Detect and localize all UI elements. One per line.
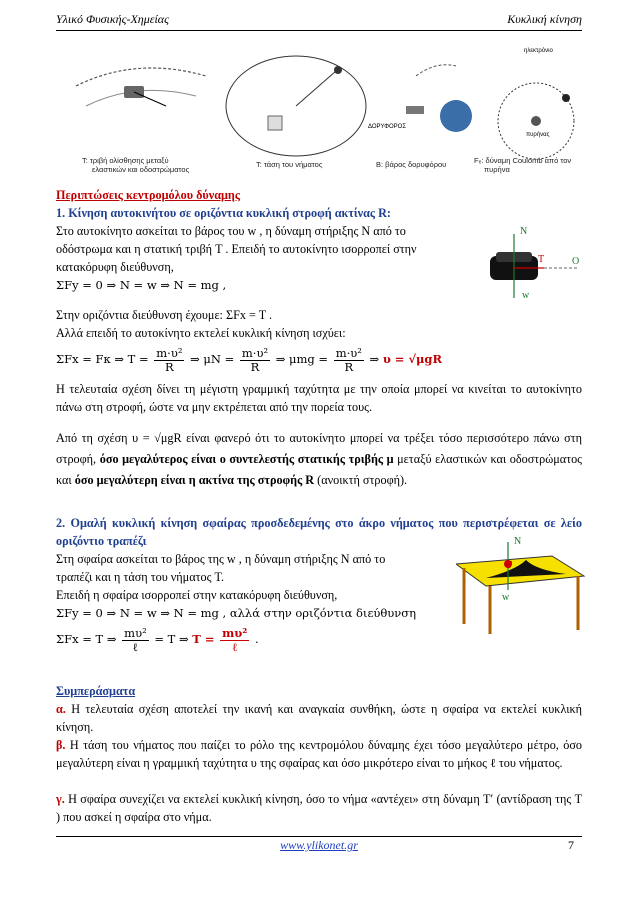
figure-caption-friction: T: τριβή ολίσθησης μεταξύ ελαστικών και οδοστρώματος — [82, 156, 190, 174]
conclusion-c: γ. Η σφαίρα συνεχίζει να εκτελεί κυκλική κίνηση, όσο το νήμα «αντέχει» στη δύναμη T′ (αντίδραση της T ) που ασκεί η σφαίρα στο νήμα. — [56, 792, 583, 824]
figure-label-nucleus: πυρήνας — [526, 132, 550, 138]
car-label-w: w — [522, 290, 530, 301]
section1-paragraph-5: Από τη σχέση υ = √μgR είναι φανερό ότι το αυτοκίνητο μπορεί να τρέξει τόσο περισσότερο πάνω στη στροφή, όσο μεγαλύτερος είναι ο συντελεστής στατικής τριβής μ μεταξύ ελαστικών και οδοστρώματος και όσο μεγαλύτερη είναι η ακτίνα της στροφής R (ανοικτή στροφή). — [56, 431, 583, 487]
section1-heading: 1. Κίνηση αυτοκινήτου σε οριζόντια κυκλική στροφή ακτίνας R: — [56, 206, 391, 220]
section2-equation-2: ΣFx = T ⇒ $\frac{\text{mυ²}}{\text{ℓ}}$ = T ⇒ T = $\frac{\text{mυ²}}{\text{ℓ}}$ . — [56, 625, 259, 654]
figure-label-satellite: ΔΟΡΥΦΟΡΟΣ — [368, 124, 407, 130]
section1-paragraph-2: Στην οριζόντια διεύθυνση έχουμε: ΣFx = T . — [56, 308, 273, 322]
figure-caption-coulomb: Fₑ: δύναμη Coulomb από τον πυρήνα — [474, 156, 572, 174]
section1-paragraph-1: Στο αυτοκίνητο ασκείται το βάρος του w , η δύναμη στήριξης N από το οδόστρωμα και η στατική τριβή T . Επειδή το αυτοκίνητο ισορροπεί στην κατακόρυφη διεύθυνση, — [56, 224, 417, 274]
figure-caption-weight: B: βάρος δορυφόρου — [376, 160, 447, 169]
section1-paragraph-3: Αλλά επειδή το αυτοκίνητο εκτελεί κυκλική κίνηση ισχύει: — [56, 326, 346, 340]
table-label-T: T — [506, 560, 513, 571]
footer-website-link[interactable]: www.ylikonet.gr — [280, 838, 358, 852]
header-right: Κυκλική κίνηση — [507, 12, 582, 26]
section1-equation-1: ΣFy = 0 ⇒ N = w ⇒ N = mg , — [56, 278, 227, 292]
section2-equation-1: ΣFy = 0 ⇒ N = w ⇒ N = mg , αλλά στην οριζόντια διεύθυνση — [56, 606, 417, 620]
car-label-O: O — [572, 256, 580, 267]
section1-equation-2: ΣFx = Fκ ⇒ T = $\frac{\text{m·υ²}}{R}$ ⇒ μN = $\frac{\text{m·υ²}}{R}$ ⇒ μmg = $\frac{\text{m·υ²}}{R}$ ⇒ υ = √μgR — [56, 345, 443, 374]
header-left: Υλικό Φυσικής-Χημείας — [56, 12, 169, 26]
footer-divider — [56, 836, 582, 837]
section2-heading: 2. Ομαλή κυκλική κίνηση σφαίρας προσδεδεμένης στο άκρο νήματος που περιστρέφεται σε λείο οριζόντιο τραπέζι — [56, 516, 582, 548]
car-diagram-svg — [486, 226, 586, 306]
section1-paragraph-4: Η τελευταία σχέση δίνει τη μέγιστη γραμμική ταχύτητα με την οποία μπορεί να κινείται το αυτοκίνητο πάνω στη στροφή, ώστε να μην εκτρέπεται από την πορεία τους. — [56, 382, 582, 414]
table-label-w: w — [502, 592, 510, 603]
figure-label-electron: ηλεκτρόνιο — [524, 48, 553, 54]
conclusion-a: α. Η τελευταία σχέση αποτελεί την ικανή και αναγκαία συνθήκη, ώστε η σφαίρα να εκτελεί κυκλική κίνηση. — [56, 702, 582, 734]
top-figure — [56, 46, 582, 178]
header-divider — [56, 30, 582, 31]
figure-caption-tension: T: τάση του νήματος — [256, 160, 323, 169]
max-speed-result: υ = √μgR — [382, 352, 443, 366]
car-label-T: T — [538, 254, 545, 265]
section2-paragraph-1: Στη σφαίρα ασκείται το βάρος της w , η δύναμη στήριξης N από το τραπέζι και η τάση του νήματος T. Επειδή η σφαίρα ισορροπεί στην κατακόρυφη διεύθυνση, — [56, 552, 386, 602]
car-force-diagram — [486, 226, 586, 306]
section-title-centripetal: Περιπτώσεις κεντρομόλου δύναμης — [56, 188, 240, 202]
conclusions-title: Συμπεράσματα — [56, 684, 136, 698]
car-label-N: N — [520, 226, 528, 237]
table-label-N: N — [514, 536, 522, 547]
page-number: 7 — [568, 838, 574, 852]
conclusion-b: β. Η τάση του νήματος που παίζει το ρόλο της κεντρομόλου δύναμης έχει τόσο μεγαλύτερο μέτρο, όσο μεγαλύτερη είναι η γραμμική ταχύτητα υ της σφαίρας και όσο μικρότερο είναι το μήκος ℓ του νήματος. — [56, 738, 583, 770]
